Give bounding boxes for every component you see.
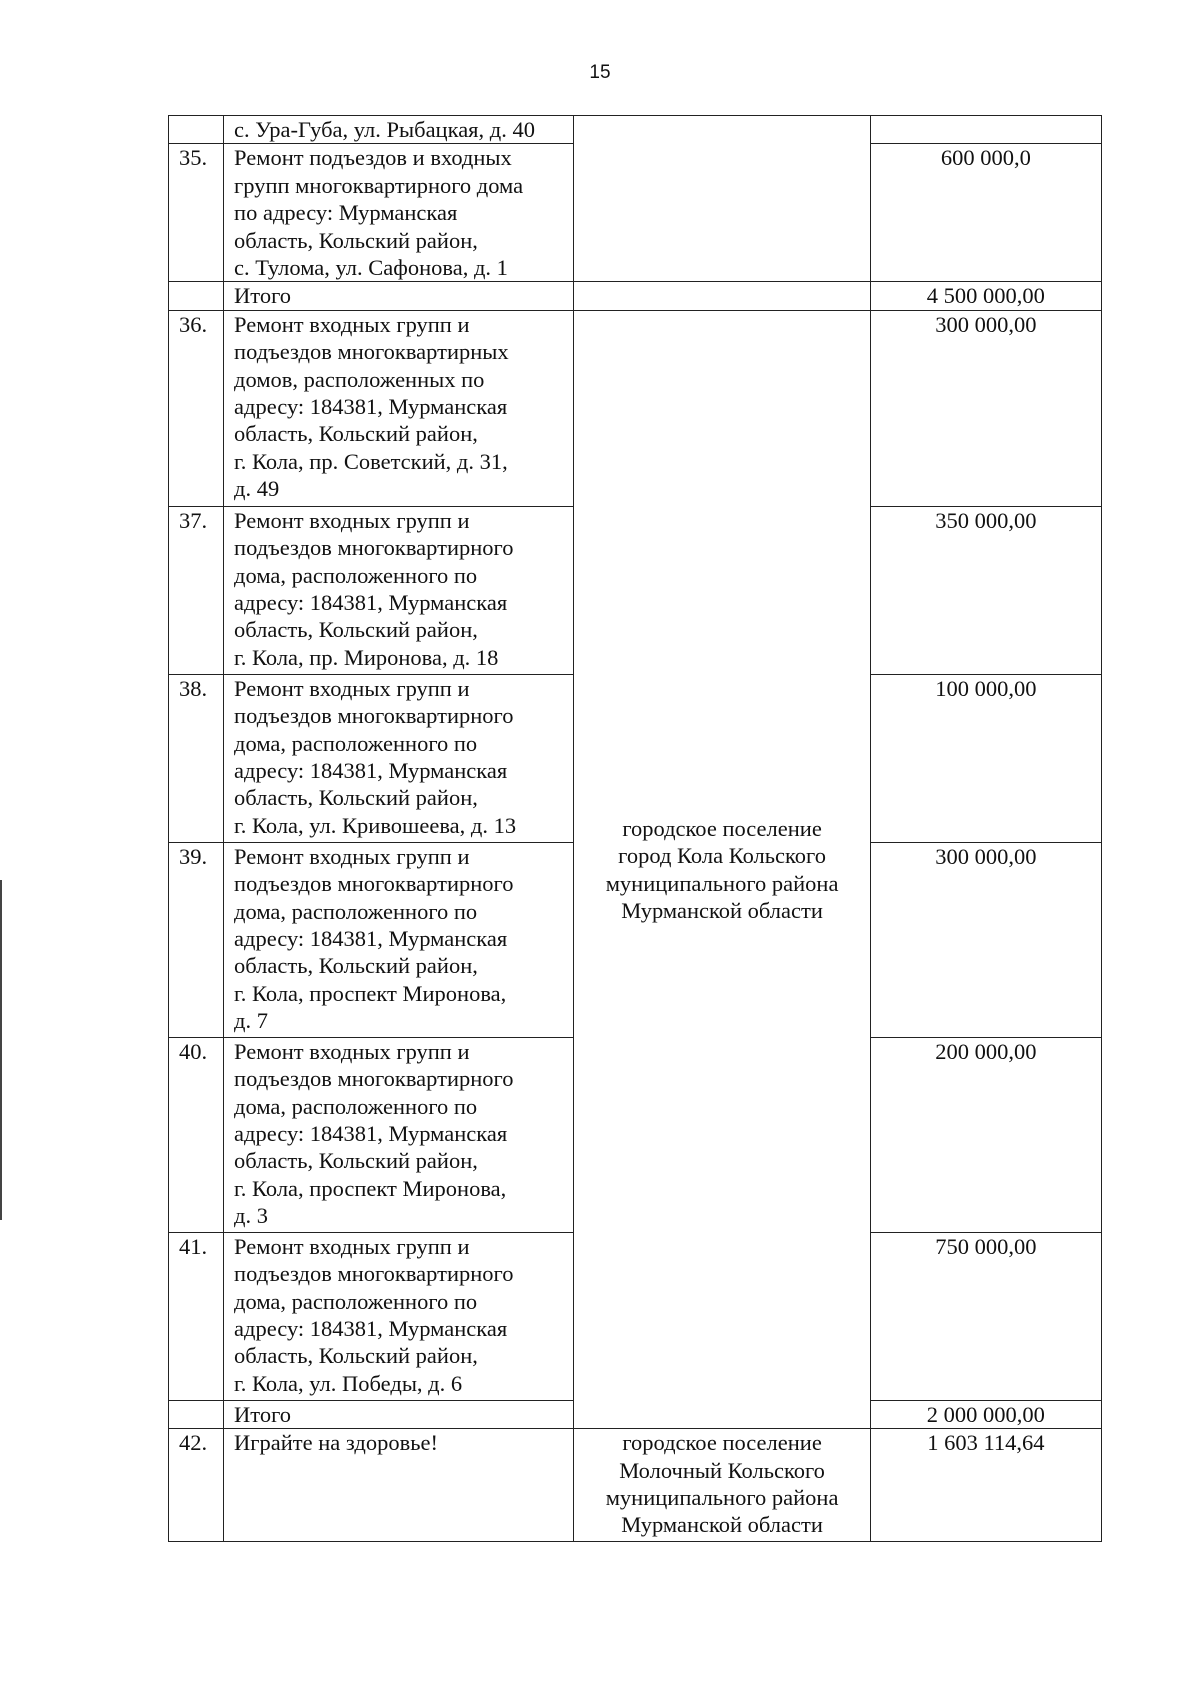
row-number: [169, 116, 224, 144]
municipality-molochny: городское поселение Молочный Кольского муниципального района Мурманской области: [574, 1429, 870, 1542]
row-number: 36.: [169, 310, 224, 506]
row-description: Ремонт входных групп и подъездов многоквартирных домов, расположенных по адресу: 184381, Мурманская область, Кольский район, г. Кола, пр. Советский, д. 31, д. 49: [224, 310, 574, 506]
row-number: 41.: [169, 1232, 224, 1400]
budget-table: [168, 115, 1102, 1542]
row-amount: 300 000,00: [870, 842, 1101, 1037]
table-row: [169, 1429, 1102, 1542]
municipality-cell: [574, 282, 870, 310]
row-number: [169, 282, 224, 310]
total-amount: 4 500 000,00: [870, 282, 1101, 310]
row-description: Ремонт входных групп и подъездов многоквартирного дома, расположенного по адресу: 184381, Мурманская область, Кольский район, г. Кола, проспект Миронова, д. 3: [224, 1037, 574, 1232]
row-amount: [870, 116, 1101, 144]
page-number: 15: [589, 62, 611, 83]
row-amount: 350 000,00: [870, 506, 1101, 674]
row-number: [169, 1400, 224, 1428]
row-amount: 1 603 114,64: [870, 1429, 1101, 1542]
row-number: 38.: [169, 674, 224, 842]
row-amount: 600 000,0: [870, 144, 1101, 282]
table-row: [169, 310, 1102, 506]
row-number: 37.: [169, 506, 224, 674]
row-description: Ремонт входных групп и подъездов многоквартирного дома, расположенного по адресу: 184381, Мурманская область, Кольский район, г. Кола, проспект Миронова, д. 7: [224, 842, 574, 1037]
table-row-total: [169, 282, 1102, 310]
row-description: Играйте на здоровье!: [224, 1429, 574, 1542]
total-label: Итого: [224, 1400, 574, 1428]
row-description: Ремонт входных групп и подъездов многоквартирного дома, расположенного по адресу: 184381, Мурманская область, Кольский район, г. Кола, пр. Миронова, д. 18: [224, 506, 574, 674]
scan-edge-mark: [0, 880, 2, 1220]
municipality-kola: городское поселение город Кола Кольского муниципального района Мурманской области: [574, 310, 870, 1428]
row-description: с. Ура-Губа, ул. Рыбацкая, д. 40: [224, 116, 574, 144]
total-label: Итого: [224, 282, 574, 310]
row-description: Ремонт входных групп и подъездов многоквартирного дома, расположенного по адресу: 184381, Мурманская область, Кольский район, г. Кола, ул. Победы, д. 6: [224, 1232, 574, 1400]
total-amount: 2 000 000,00: [870, 1400, 1101, 1428]
row-number: 39.: [169, 842, 224, 1037]
row-amount: 300 000,00: [870, 310, 1101, 506]
row-number: 35.: [169, 144, 224, 282]
row-amount: 750 000,00: [870, 1232, 1101, 1400]
row-description: Ремонт подъездов и входных групп многоквартирного дома по адресу: Мурманская область, Кольский район, с. Тулома, ул. Сафонова, д. 1: [224, 144, 574, 282]
municipality-cell: [574, 116, 870, 282]
row-description: Ремонт входных групп и подъездов многоквартирного дома, расположенного по адресу: 184381, Мурманская область, Кольский район, г. Кола, ул. Кривошеева, д. 13: [224, 674, 574, 842]
table-row: [169, 116, 1102, 144]
row-number: 40.: [169, 1037, 224, 1232]
row-amount: 200 000,00: [870, 1037, 1101, 1232]
row-amount: 100 000,00: [870, 674, 1101, 842]
row-number: 42.: [169, 1429, 224, 1542]
